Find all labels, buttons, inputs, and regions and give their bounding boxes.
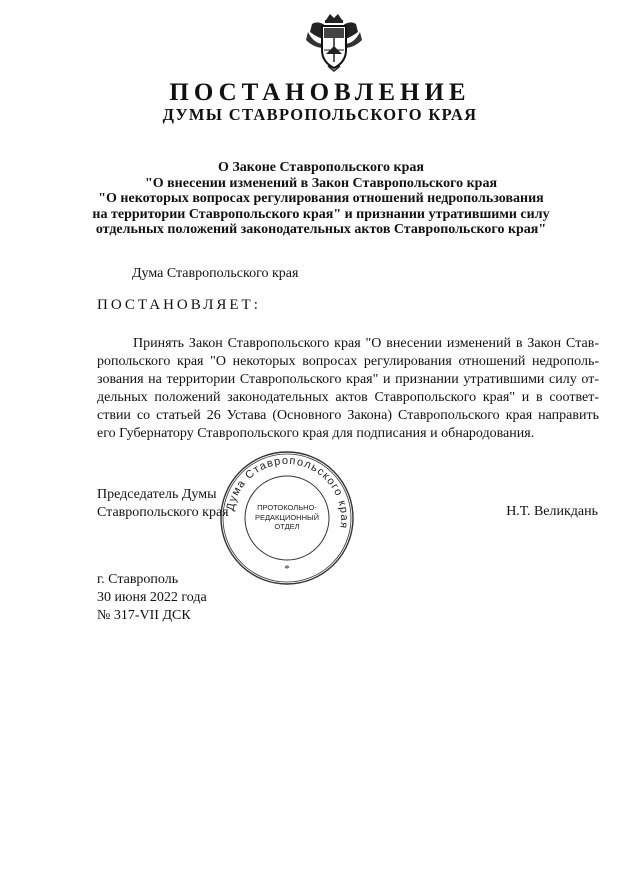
date-of-issue: 30 июня 2022 года [97,590,207,605]
stamp-inner-line: РЕДАКЦИОННЫЙ [254,512,320,522]
decision-line: ропольского края "О некоторых вопросах регулирования отношений недрополь- [97,354,599,369]
subject-line: отдельных положений законодательных актов Ставропольского края" [95,222,547,237]
decision-line: Принять Закон Ставропольского края "О внесении изменений в Закон Став- [133,336,599,351]
subject-line: на территории Ставропольского края" и признании утратившими силу [92,206,550,222]
signatory-title [97,486,229,522]
decision-line: зования на территории Ставропольского края" и признании утратившими силу от- [97,372,599,387]
stamp-star-icon: * [284,563,290,575]
signatory-title-line: Ставропольского края [97,505,229,520]
document-type-title: ПОСТАНОВЛЕНИЕ [169,79,471,106]
document-subject [90,160,552,238]
issuer-title: ДУМЫ СТАВРОПОЛЬСКОГО КРАЯ [162,105,478,124]
document-number: № 317-VII ДСК [97,608,191,623]
stamp-inner-line: ПРОТОКОЛЬНО- [257,503,317,512]
decision-line: ствии со статьей 26 Устава (Основного Закона) Ставропольского края направить [97,408,599,423]
subject-line: "О некоторых вопросах регулирования отношений недропользования [98,191,544,206]
stamp-inner-line: ОТДЕЛ [274,522,300,531]
decision-line: его Губернатору Ставропольского края для подписания и обнародования. [97,426,535,441]
subject-line: "О внесении изменений в Закон Ставропольского края [144,175,498,191]
signatory-title-line: Председатель Думы [97,487,217,502]
decision-line: дельных положений законодательных актов Ставропольского края" и в соответ- [97,390,599,405]
decision-paragraph [97,335,599,443]
stamp-inner-text [252,503,322,532]
place-of-issue: г. Ставрополь [97,572,179,587]
signatory-name: Н.Т. Великдань [506,504,598,519]
subject-line: О Законе Ставропольского края [218,160,424,175]
council-name: Дума Ставропольского края [132,266,299,281]
resolves-heading: ПОСТАНОВЛЯЕТ: [97,297,261,313]
coat-of-arms-icon [304,10,364,72]
stamp-ring-text: Дума Ставропольского края [224,454,351,531]
document-footer [97,571,207,625]
